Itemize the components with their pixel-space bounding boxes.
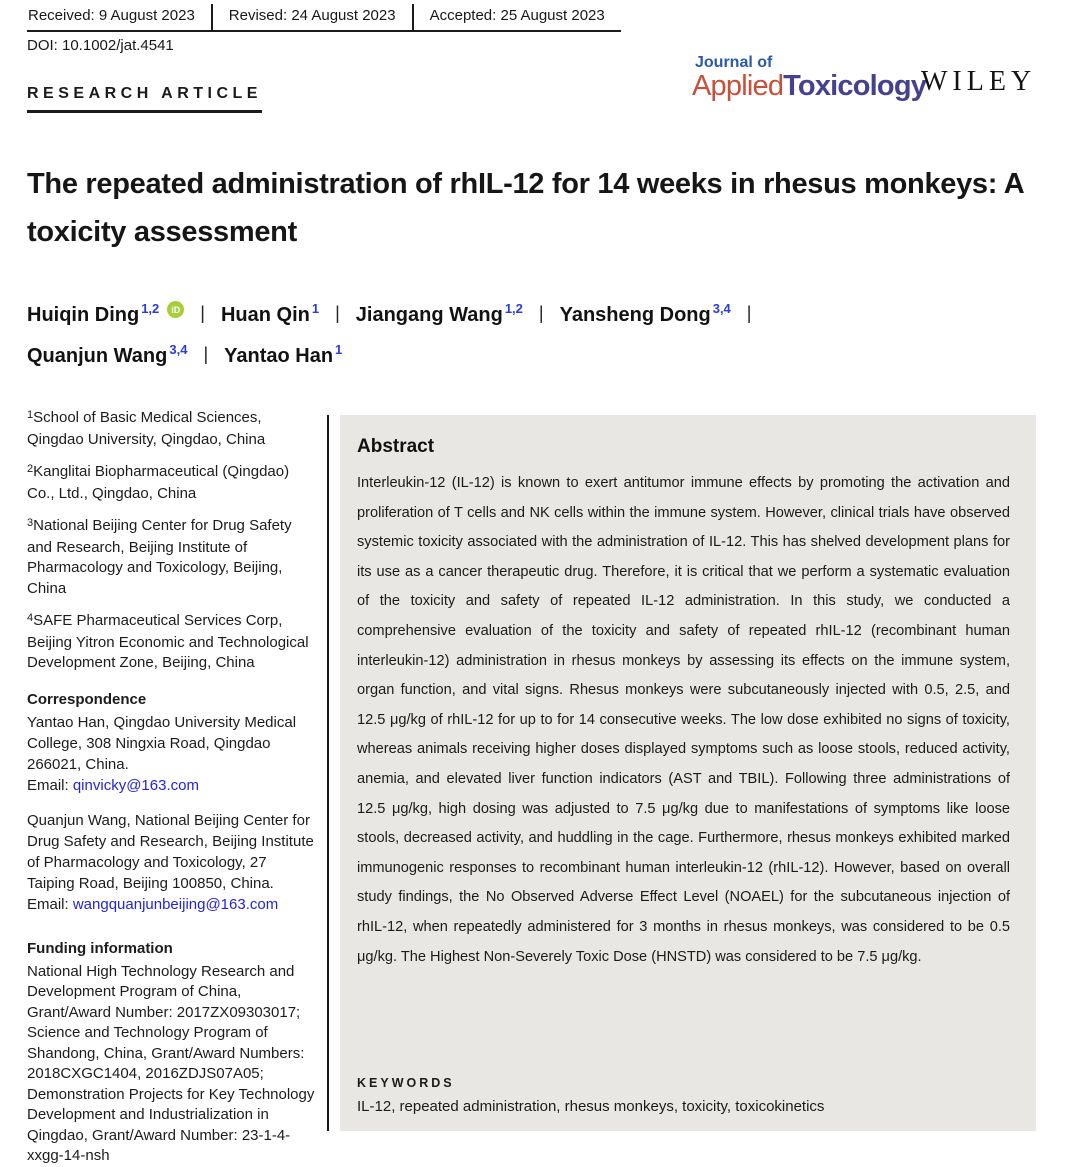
correspondence-text: Quanjun Wang, National Beijing Center for Drug Safety and Research, Beijing Institute of Pharmacology and Toxicology, 27 Taiping Road, Beijing 100850, China. [27,812,314,892]
journal-logo-applied: Applied [692,70,784,102]
abstract-heading: Abstract [357,436,435,457]
revised-date: Revised: 24 August 2023 [213,4,412,32]
keywords-heading: KEYWORDS [357,1076,455,1090]
author-superscript: 3,4 [712,301,731,316]
author-line-2 [27,336,767,377]
author-superscript: 1,2 [141,301,160,316]
email-label: Email: [27,777,73,794]
affiliation-item [27,611,317,674]
author-separator: | [335,303,340,323]
email-link[interactable]: wangquanjunbeijing@163.com [72,896,279,913]
accepted-date: Accepted: 25 August 2023 [414,4,621,32]
author-superscript: 1 [311,301,320,316]
affiliation-text: Kanglitai Biopharmaceutical (Qingdao) Co., Ltd., Qingdao, China [27,463,290,502]
page-title: The repeated administration of rhIL-12 for 14 weeks in rhesus monkeys: A toxicity assessment [27,168,1024,248]
affiliation-item [27,408,317,450]
author-name: Quanjun Wang [27,345,168,367]
author-separator: | [746,303,752,323]
author-list [27,295,767,377]
author-name: Yantao Han [224,345,334,367]
affiliation-item [27,462,317,504]
correspondence-block [27,810,317,915]
funding-text: National High Technology Research and Development Program of China, Grant/Award Number: 2017ZX09303017; Science and Technology Program of Shandong, China, Grant/Award Numbers: 2018CXGC1404, 2016ZDJS07A05; Demonstration Projects for Key Technology Development and Industrialization in Qingdao, Grant/Award Number: 23-1-4-xxgg-14-nsh [27,962,315,1164]
affiliation-number: 4 [27,612,34,624]
author-superscript: 1 [335,342,343,357]
keywords-block [357,1076,1010,1115]
article-type-label: RESEARCH ARTICLE [27,85,262,113]
author-line-1 [27,295,767,336]
email-link[interactable]: qinvicky@163.com [72,777,199,794]
journal-logo [692,55,926,101]
funding-heading: Funding information [27,940,173,957]
author-superscript: 3,4 [169,342,188,357]
affiliation-text: National Beijing Center for Drug Safety and Research, Beijing Institute of Pharmacology and Toxicology, Beijing, China [27,517,292,597]
author-name: Jiangang Wang [355,304,503,326]
author-separator: | [538,303,544,323]
affiliation-number: 2 [27,463,34,475]
author-name: Huan Qin [220,304,310,326]
abstract-box [340,415,1036,1131]
abstract-text: Interleukin-12 (IL-12) is known to exert antitumor immune effects by promoting the activation and proliferation of T cells and NK cells within the immune system. However, clinical trials have observed systemic toxicity associated with the administration of IL-12. This has shelved development plans for its use as a cancer therapeutic drug. Therefore, it is critical that we perform a systematic evaluation of the toxicity and safety of repeated IL-12 administration. In this study, we conducted a comprehensive evaluation of the toxicity and safety of repeated rhIL-12 (recombinant human interleukin-12) administration in rhesus monkeys by assessing its effects on the immune system, organ function, and vital signs. Rhesus monkeys were subcutaneously injected with 0.5, 2.5, and 12.5 μg/kg of rhIL-12 for up to for 14 consecutive weeks. The low dose exhibited no signs of toxicity, whereas animals receiving higher doses displayed symptoms such as loose stools, reduced activity, anemia, and elevated liver function indicators (AST and TBIL). Following three administrations of 12.5 μg/kg, high dosing was adjusted to 7.5 μg/kg due to manifestations of symptoms like loose stools, decreased activity, and huddling in the cage. Furthermore, rhesus monkeys exhibited marked immunogenic responses to recombinant human interleukin-12 (rhIL-12). However, based on overall study findings, the No Observed Adverse Effect Level (NOAEL) for the subcutaneous injection of rhIL-12, when repeatedly administered for 3 months in rhesus monkeys, was considered to be 0.5 μg/kg. The Highest Non-Severely Toxic Dose (HNSTD) was considered to be 7.5 μg/kg. [357,475,1010,965]
author-separator: | [200,303,205,323]
email-label: Email: [27,896,73,913]
correspondence-block [27,712,317,796]
affiliation-item [27,516,317,599]
journal-logo-toxicology: Toxicology [783,70,927,102]
affiliation-number: 1 [27,409,34,421]
correspondence-heading: Correspondence [27,690,147,708]
author-separator: | [203,344,209,364]
correspondence-email-line [27,894,317,915]
doi-label: DOI: 10.1002/jat.4541 [27,37,174,54]
wiley-logo: WILEY [921,66,1037,97]
affiliation-text: School of Basic Medical Sciences, Qingdao University, Qingdao, China [27,409,266,448]
received-date: Received: 9 August 2023 [27,4,211,32]
vertical-divider [327,415,329,1131]
author-name: Yansheng Dong [559,304,711,326]
affiliation-text: SAFE Pharmaceutical Services Corp, Beijing Yitron Economic and Technological Development Zone, Beijing, China [27,612,309,671]
correspondence-email-line [27,775,317,796]
author-superscript: 1,2 [504,301,523,316]
journal-logo-name [692,72,926,101]
correspondence-text: Yantao Han, Qingdao University Medical College, 308 Ningxia Road, Qingdao 266021, China. [27,714,297,773]
keywords-text: IL-12, repeated administration, rhesus monkeys, toxicity, toxicokinetics [357,1098,825,1115]
received-revised-accepted-bar [27,4,621,32]
orcid-icon[interactable]: iD [167,301,184,318]
author-name: Huiqin Ding [27,304,140,326]
journal-logo-line1: Journal of [695,54,773,71]
left-column [27,408,317,1167]
affiliation-number: 3 [27,517,34,529]
